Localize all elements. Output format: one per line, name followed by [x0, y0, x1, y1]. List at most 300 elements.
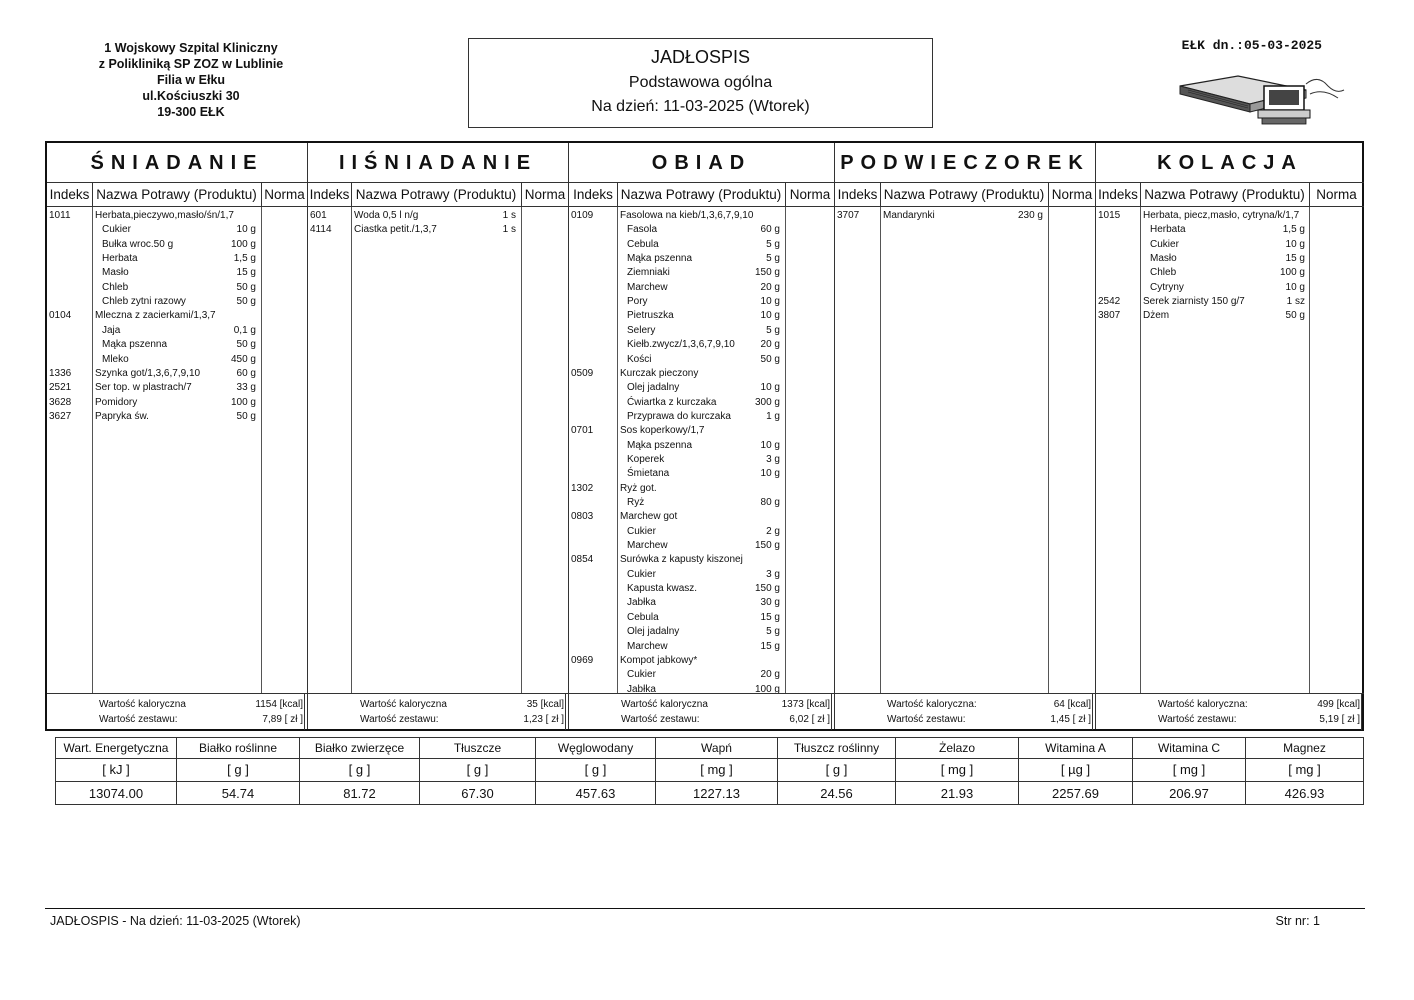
nutrition-column [56, 738, 177, 804]
cost-value: 1,45 [ zł ] [1050, 714, 1091, 725]
summary-divider [1361, 694, 1362, 730]
menu-table [45, 141, 1364, 731]
menu-date: Na dzień: 11-03-2025 (Wtorek) [591, 98, 810, 115]
row-norm: 150 g [754, 267, 780, 279]
cost-value: 7,89 [ zł ] [262, 714, 303, 725]
row-norm: 15 g [1285, 253, 1305, 265]
column-divider [92, 183, 93, 207]
row-name: Surówka z kapusty kiszonej [620, 554, 743, 566]
table-row [569, 223, 834, 237]
table-row [1096, 209, 1364, 223]
meal-column [835, 143, 1096, 729]
hospital-line: 19-300 EŁK [157, 105, 225, 119]
row-name: Woda 0,5 l n/g [354, 210, 419, 221]
table-row [569, 295, 834, 309]
column-divider [351, 183, 352, 207]
table-row [569, 309, 834, 323]
meal-summary [308, 693, 568, 730]
nutrient-label: Wart. Energetyczna [56, 738, 176, 759]
meal-column [308, 143, 569, 729]
meal-summary [569, 693, 834, 730]
footer-divider [45, 908, 1365, 909]
column-divider [521, 207, 522, 693]
table-row [569, 410, 834, 424]
table-row [569, 482, 834, 496]
header-norm: Norma [1051, 187, 1093, 202]
row-index: 3807 [1098, 310, 1121, 322]
header-name: Nazwa Potrawy (Produktu) [355, 187, 517, 202]
table-row [1096, 295, 1364, 309]
row-name: Cukier [102, 224, 131, 236]
row-name: Serek ziarnisty 150 g/7 [1143, 296, 1245, 308]
table-row [569, 353, 834, 367]
table-row [1096, 309, 1364, 323]
table-row [569, 338, 834, 352]
row-name: Selery [627, 324, 656, 336]
row-norm: 50 g [760, 353, 780, 365]
column-divider [617, 183, 618, 207]
kcal-label: Wartość kaloryczna [99, 699, 186, 710]
table-row [569, 496, 834, 510]
table-row [308, 223, 568, 237]
kcal-label: Wartość kaloryczna: [1158, 699, 1248, 710]
table-row [569, 596, 834, 610]
meal-title: ŚNIADANIE [47, 143, 307, 183]
row-norm: 15 g [760, 640, 780, 652]
row-name: Cebula [627, 611, 659, 623]
summary-divider [565, 694, 566, 730]
row-name: Przyprawa do kurczaka [627, 410, 731, 422]
cost-label: Wartość zestawu: [360, 714, 439, 725]
table-row [47, 238, 307, 252]
row-name: Olej jadalny [627, 626, 680, 638]
meal-title: OBIAD [569, 143, 834, 183]
row-norm: 1 s [502, 224, 516, 236]
row-norm: 20 g [760, 339, 780, 351]
row-norm: 1 sz [1286, 296, 1305, 308]
row-name: Jabłka [627, 683, 656, 695]
row-index: 0854 [571, 554, 594, 566]
table-row [1096, 223, 1364, 237]
row-name: Kapusta kwasz. [627, 583, 698, 595]
table-row [47, 295, 307, 309]
nutrient-unit: [ mg ] [656, 759, 777, 782]
row-index: 1302 [571, 482, 594, 494]
meal-title: KOLACJA [1096, 143, 1364, 183]
row-norm: 100 g [230, 238, 256, 250]
nutrient-label: Magnez [1246, 738, 1363, 759]
column-divider [785, 183, 786, 207]
nutrient-label: Witamina A [1019, 738, 1132, 759]
book-computer-logo-icon [1178, 64, 1346, 128]
table-row [47, 266, 307, 280]
nutrient-value: 67.30 [461, 786, 494, 801]
row-name: Bułka wroc.50 g [102, 238, 174, 250]
table-row [47, 209, 307, 223]
row-name: Olej jadalny [627, 382, 680, 394]
table-row [569, 553, 834, 567]
row-index: 2542 [1098, 296, 1121, 308]
row-name: Pory [627, 296, 648, 308]
row-index: 3627 [49, 410, 72, 422]
table-row [47, 367, 307, 381]
row-norm: 450 g [230, 353, 256, 365]
kcal-label: Wartość kaloryczna: [887, 699, 977, 710]
header-name: Nazwa Potrawy (Produktu) [620, 187, 782, 202]
header-index: Indeks [309, 187, 350, 202]
nutrition-column [1019, 738, 1133, 804]
cost-label: Wartość zestawu: [99, 714, 178, 725]
column-divider [1309, 183, 1310, 207]
kcal-value: 1154 [kcal] [255, 699, 303, 710]
column-headers [569, 183, 834, 207]
kcal-label: Wartość kaloryczna [360, 699, 447, 710]
row-index: 601 [310, 210, 327, 221]
row-norm: 60 g [236, 367, 256, 379]
row-index: 1336 [49, 367, 72, 379]
hospital-line: ul.Kościuszki 30 [142, 89, 240, 103]
column-divider [351, 207, 352, 693]
table-row [1096, 238, 1364, 252]
header-norm: Norma [789, 187, 831, 202]
row-norm: 10 g [1285, 281, 1305, 293]
row-name: Mandarynki [883, 210, 935, 221]
nutrient-unit: [ mg ] [896, 759, 1018, 782]
row-norm: 1 g [766, 410, 780, 422]
row-name: Pomidory [95, 396, 138, 408]
header-index: Indeks [49, 187, 90, 202]
table-row [569, 525, 834, 539]
row-name: Mleko [102, 353, 129, 365]
nutrient-unit: [ g ] [778, 759, 895, 782]
table-row [1096, 252, 1364, 266]
column-divider [1048, 183, 1049, 207]
row-norm: 150 g [754, 583, 780, 595]
row-norm: 5 g [766, 253, 780, 265]
row-norm: 100 g [230, 396, 256, 408]
nutrient-value: 81.72 [343, 786, 376, 801]
row-name: Chleb [1150, 267, 1177, 279]
nutrition-column [778, 738, 896, 804]
table-row [569, 238, 834, 252]
nutrient-unit: [ g ] [536, 759, 655, 782]
row-name: Ser top. w plastrach/7 [95, 382, 192, 394]
table-row [569, 510, 834, 524]
row-index: 2521 [49, 382, 72, 394]
cost-value: 6,02 [ zł ] [789, 714, 830, 725]
meal-title: PODWIECZOREK [835, 143, 1095, 183]
header-norm: Norma [264, 187, 305, 202]
table-row [569, 367, 834, 381]
row-index: 0104 [49, 310, 72, 322]
meal-summary [1096, 693, 1364, 730]
header-index: Indeks [573, 187, 613, 202]
row-name: Ryż got. [620, 482, 657, 494]
nutrition-column [536, 738, 656, 804]
nutrient-unit: [ mg ] [1246, 759, 1363, 782]
row-name: Mąka pszenna [627, 253, 693, 265]
row-name: Herbata [1150, 224, 1186, 236]
row-name: Papryka św. [95, 410, 149, 422]
row-name: Chleb [102, 281, 129, 293]
table-row [47, 410, 307, 424]
nutrition-column [300, 738, 420, 804]
cost-value: 1,23 [ zł ] [523, 714, 564, 725]
meal-column [1096, 143, 1364, 729]
row-norm: 150 g [754, 540, 780, 552]
table-row [569, 453, 834, 467]
row-name: Cukier [627, 525, 656, 537]
nutrient-unit: [ kJ ] [56, 759, 176, 782]
nutrition-column [177, 738, 300, 804]
row-norm: 50 g [236, 296, 256, 308]
row-norm: 33 g [236, 382, 256, 394]
column-headers [47, 183, 307, 207]
meal-column [47, 143, 308, 729]
row-index: 0969 [571, 654, 594, 666]
nutrient-value: 54.74 [221, 786, 255, 801]
row-norm: 10 g [1285, 238, 1305, 250]
table-row [308, 209, 568, 223]
row-norm: 3 g [766, 568, 780, 580]
nutrient-label: Węglowodany [536, 738, 655, 759]
row-name: Kiełb.zwycz/1,3,6,7,9,10 [627, 339, 735, 351]
row-name: Dżem [1143, 310, 1170, 322]
summary-divider [831, 694, 832, 730]
summary-divider [304, 694, 305, 730]
hospital-address [60, 40, 322, 120]
row-norm: 15 g [236, 267, 256, 279]
column-headers [1096, 183, 1364, 207]
nutrition-column [656, 738, 778, 804]
row-name: Cytryny [1150, 281, 1184, 293]
row-norm: 1 s [502, 210, 516, 221]
row-name: Kompot jabkowy* [620, 654, 698, 666]
row-norm: 1,5 g [1282, 224, 1305, 236]
nutrition-column [896, 738, 1019, 804]
column-divider [880, 183, 881, 207]
nutrient-value: 24.56 [820, 786, 853, 801]
row-norm: 60 g [760, 224, 780, 236]
row-name: Mąka pszenna [102, 339, 168, 351]
table-row [47, 252, 307, 266]
table-row [569, 396, 834, 410]
row-name: Marchew [627, 540, 668, 552]
header-name: Nazwa Potrawy (Produktu) [96, 187, 257, 202]
nutrient-label: Tłuszcz roślinny [778, 738, 895, 759]
row-norm: 15 g [760, 611, 780, 623]
row-norm: 5 g [766, 324, 780, 336]
meal-title: IIŚNIADANIE [308, 143, 568, 183]
table-row [835, 209, 1095, 223]
title-box [468, 38, 933, 128]
header-norm: Norma [524, 187, 566, 202]
column-headers [308, 183, 568, 207]
row-name: Sos koperkowy/1,7 [620, 425, 705, 437]
nutrient-value: 426.93 [1284, 786, 1325, 801]
row-norm: 30 g [760, 597, 780, 609]
cost-label: Wartość zestawu: [621, 714, 700, 725]
row-norm: 10 g [760, 439, 780, 451]
table-row [47, 309, 307, 323]
cost-label: Wartość zestawu: [887, 714, 966, 725]
nutrient-value: 457.63 [575, 786, 616, 801]
table-row [569, 654, 834, 668]
nutrient-unit: [ mg ] [1133, 759, 1245, 782]
row-name: Śmietana [627, 468, 670, 480]
meal-summary [47, 693, 307, 730]
table-row [569, 625, 834, 639]
table-row [47, 381, 307, 395]
column-divider [521, 183, 522, 207]
table-row [569, 539, 834, 553]
row-name: Ziemniaki [627, 267, 670, 279]
page-number: Str nr: 1 [1275, 914, 1320, 928]
table-row [569, 668, 834, 682]
table-row [569, 209, 834, 223]
row-norm: 100 g [1279, 267, 1305, 279]
table-row [47, 223, 307, 237]
row-name: Marchew [627, 640, 668, 652]
table-row [569, 467, 834, 481]
nutrient-value: 206.97 [1169, 786, 1209, 801]
nutrient-unit: [ g ] [300, 759, 419, 782]
row-name: Fasolowa na kieb/1,3,6,7,9,10 [620, 210, 754, 221]
row-name: Chleb zytni razowy [102, 296, 186, 308]
header-name: Nazwa Potrawy (Produktu) [883, 187, 1045, 202]
row-name: Fasola [627, 224, 658, 236]
table-row [569, 568, 834, 582]
column-divider [1048, 207, 1049, 693]
row-norm: 100 g [754, 683, 780, 695]
row-name: Ryż [627, 497, 645, 508]
nutrient-label: Witamina C [1133, 738, 1245, 759]
row-name: Jabłka [627, 597, 656, 609]
row-name: Mąka pszenna [627, 439, 693, 451]
row-name: Herbata [102, 253, 138, 265]
row-name: Pietruszka [627, 310, 674, 322]
row-norm: 3 g [766, 453, 780, 465]
table-row [1096, 266, 1364, 280]
row-index: 1011 [49, 210, 71, 221]
table-row [47, 324, 307, 338]
table-row [569, 424, 834, 438]
row-index: 0109 [571, 210, 594, 221]
row-norm: 1,5 g [233, 253, 256, 265]
row-norm: 50 g [236, 339, 256, 351]
nutrient-label: Wapń [656, 738, 777, 759]
row-name: Ćwiartka z kurczaka [627, 396, 717, 408]
cost-label: Wartość zestawu: [1158, 714, 1237, 725]
column-divider [1140, 183, 1141, 207]
row-norm: 10 g [760, 382, 780, 394]
header-name: Nazwa Potrawy (Produktu) [1144, 187, 1305, 202]
menu-subtitle: Podstawowa ogólna [628, 74, 773, 91]
nutrient-label: Żelazo [896, 738, 1018, 759]
footer-left: JADŁOSPIS - Na dzień: 11-03-2025 (Wtorek) [50, 914, 301, 928]
kcal-value: 499 [kcal] [1317, 699, 1360, 710]
kcal-value: 1373 [kcal] [781, 699, 830, 710]
table-row [569, 281, 834, 295]
kcal-label: Wartość kaloryczna [621, 699, 708, 710]
row-norm: 10 g [760, 310, 780, 322]
issue-date: EŁK dn.:05-03-2025 [1181, 38, 1322, 53]
column-divider [261, 183, 262, 207]
kcal-value: 64 [kcal] [1053, 699, 1091, 710]
meal-column [569, 143, 835, 729]
row-index: 0509 [571, 367, 594, 379]
row-index: 3707 [837, 210, 860, 221]
column-divider [880, 207, 881, 693]
row-name: Koperek [627, 453, 665, 465]
table-row [47, 353, 307, 367]
table-row [569, 381, 834, 395]
nutrition-table [55, 737, 1364, 805]
row-index: 0701 [571, 425, 594, 437]
nutrient-unit: [ µg ] [1019, 759, 1132, 782]
row-name: Masło [102, 267, 129, 279]
row-name: Cukier [627, 669, 656, 681]
nutrient-unit: [ g ] [177, 759, 299, 782]
hospital-line: 1 Wojskowy Szpital Kliniczny [104, 41, 278, 55]
row-name: Kości [627, 353, 652, 365]
row-name: Masło [1150, 253, 1177, 265]
table-row [569, 439, 834, 453]
nutrition-column [420, 738, 536, 804]
table-row [569, 582, 834, 596]
cost-value: 5,19 [ zł ] [1319, 714, 1360, 725]
row-name: Marchew [627, 281, 668, 293]
row-name: Kurczak pieczony [620, 367, 699, 379]
row-name: Mleczna z zacierkami/1,3,7 [95, 310, 216, 322]
hospital-line: z Polikliniką SP ZOZ w Lublinie [98, 57, 284, 71]
row-name: Jaja [102, 324, 121, 336]
row-norm: 20 g [760, 281, 780, 293]
row-name: Marchew got [620, 511, 678, 523]
row-name: Ciastka petit./1,3,7 [354, 224, 437, 236]
row-norm: 0,1 g [233, 324, 256, 336]
row-norm: 5 g [766, 238, 780, 250]
row-norm: 10 g [236, 224, 256, 236]
row-name: Cukier [1150, 238, 1179, 250]
row-norm: 50 g [236, 281, 256, 293]
nutrient-value: 21.93 [940, 786, 974, 801]
row-index: 3628 [49, 396, 72, 408]
meal-summary [835, 693, 1095, 730]
row-name: Herbata,pieczywo,masło/śn/1,7 [95, 210, 234, 221]
table-row [569, 611, 834, 625]
row-norm: 80 g [760, 497, 780, 508]
page-title: JADŁOSPIS [650, 47, 751, 67]
nutrient-label: Białko roślinne [177, 738, 299, 759]
row-name: Herbata, piecz,masło, cytryna/k/1,7 [1143, 210, 1300, 221]
header-index: Indeks [1098, 187, 1138, 202]
nutrient-value: 1227.13 [693, 786, 740, 801]
table-row [569, 640, 834, 654]
row-name: Szynka got/1,3,6,7,9,10 [95, 367, 201, 379]
summary-divider [1092, 694, 1093, 730]
nutrient-value: 2257.69 [1052, 786, 1099, 801]
table-row [569, 252, 834, 266]
table-row [569, 324, 834, 338]
table-row [47, 338, 307, 352]
nutrient-value: 13074.00 [88, 786, 144, 801]
nutrition-column [1246, 738, 1363, 804]
header-index: Indeks [837, 187, 878, 202]
row-norm: 230 g [1017, 210, 1043, 221]
hospital-line: Filia w Ełku [156, 73, 226, 87]
nutrient-unit: [ g ] [420, 759, 535, 782]
